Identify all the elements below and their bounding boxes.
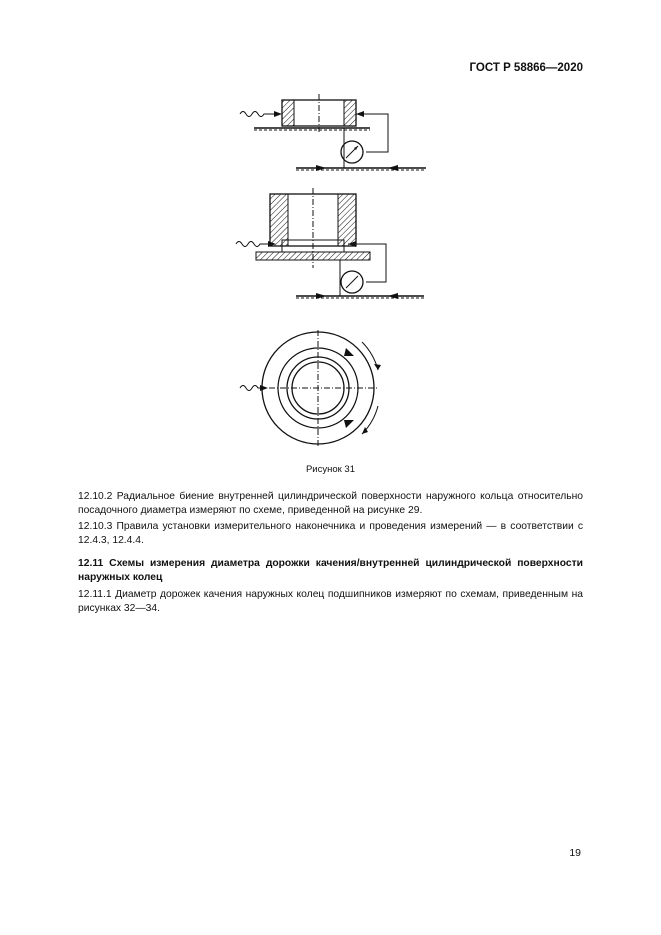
- section-heading-12-11: 12.11 Схемы измерения диаметра дорожки качения/внутренней цилиндрической поверхности наружных колец: [78, 558, 583, 583]
- standard-designation: ГОСТ Р 58866—2020: [469, 62, 583, 74]
- measurement-scheme-top: [230, 92, 430, 178]
- page-number: 19: [569, 847, 581, 859]
- figure-caption: Рисунок 31: [305, 464, 356, 475]
- paragraph-12-10-3: 12.10.3 Правила установки измерительного наконечника и проведения измерений — в соответствии с 12.4.3, 12.4.4.: [78, 521, 583, 546]
- paragraph-12-11-1: 12.11.1 Диаметр дорожек качения наружных колец подшипников измеряют по схемам, приведенным на рисунках 32—34.: [78, 589, 583, 614]
- measurement-scheme-bottom: [230, 330, 430, 448]
- measurement-scheme-middle: [230, 188, 430, 306]
- paragraph-12-10-2: 12.10.2 Радиальное биение внутренней цилиндрической поверхности наружного кольца относительно посадочного диаметра измеряют по схеме, приведенной на рисунке 29.: [78, 491, 583, 516]
